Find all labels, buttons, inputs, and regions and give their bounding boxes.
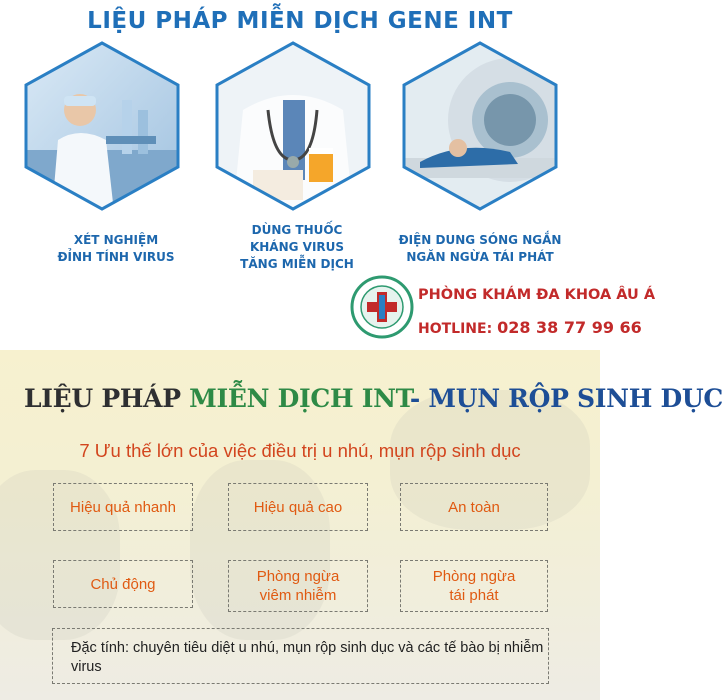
bottom-title xyxy=(24,384,723,413)
benefit-box xyxy=(53,560,193,608)
benefit-label: An toàn xyxy=(448,498,500,516)
caption-line: ĐỈNH TÍNH VIRUS xyxy=(57,250,175,264)
caption-line: NGĂN NGỪA TÁI PHÁT xyxy=(406,250,554,264)
subtitle: 7 Ưu thế lớn của việc điều trị u nhú, mụn rộp sinh dục xyxy=(79,440,521,461)
lab-test-photo xyxy=(22,40,182,212)
caption-shortwave xyxy=(375,232,585,266)
feature-note: Đặc tính: chuyên tiêu diệt u nhú, mụn rộp sinh dục và các tế bào bị nhiễm virus xyxy=(52,628,549,684)
hotline-number[interactable]: 028 38 77 99 66 xyxy=(497,318,642,337)
bottom-title-part: - MỤN RỘP SINH DỤC xyxy=(409,384,723,413)
clinic-logo xyxy=(350,275,414,339)
caption-line: ĐIỆN DUNG SÓNG NGẮN xyxy=(398,233,562,247)
clinic-name: PHÒNG KHÁM ĐA KHOA ÂU Á xyxy=(418,287,656,303)
caption-lab-test xyxy=(22,232,210,266)
benefit-box xyxy=(228,483,368,531)
top-banner xyxy=(0,0,656,350)
caption-line: DÙNG THUỐC xyxy=(251,223,343,237)
bottom-banner xyxy=(0,350,723,700)
benefit-label: Phòng ngừa xyxy=(256,568,340,585)
benefit-label: viêm nhiễm xyxy=(259,587,337,604)
benefit-label: Phòng ngừa xyxy=(432,568,516,585)
caption-medicine xyxy=(203,222,391,273)
benefit-label: Chủ động xyxy=(90,575,156,593)
benefit-label: Hiệu quả cao xyxy=(253,498,343,516)
benefit-box xyxy=(400,560,548,612)
top-title: LIỆU PHÁP MIỄN DỊCH GENE INT xyxy=(87,8,513,34)
caption-line: KHÁNG VIRUS xyxy=(249,240,345,254)
bottom-title-part: LIỆU PHÁP xyxy=(24,384,190,413)
hotline-label: HOTLINE: xyxy=(418,321,498,337)
benefit-label: Hiệu quả nhanh xyxy=(70,498,176,516)
benefit-label: tái phát xyxy=(449,587,499,604)
doctor-prescription-photo xyxy=(213,40,373,212)
hotline xyxy=(418,318,642,337)
benefit-box xyxy=(400,483,548,531)
benefit-box xyxy=(53,483,193,531)
caption-line: TĂNG MIỄN DỊCH xyxy=(240,257,354,271)
caption-line: XÉT NGHIỆM xyxy=(73,233,159,247)
shortwave-therapy-photo xyxy=(400,40,560,212)
benefit-box xyxy=(228,560,368,612)
bottom-title-part: INT xyxy=(361,384,410,413)
bottom-title-part: MIỄN DỊCH xyxy=(189,384,362,413)
